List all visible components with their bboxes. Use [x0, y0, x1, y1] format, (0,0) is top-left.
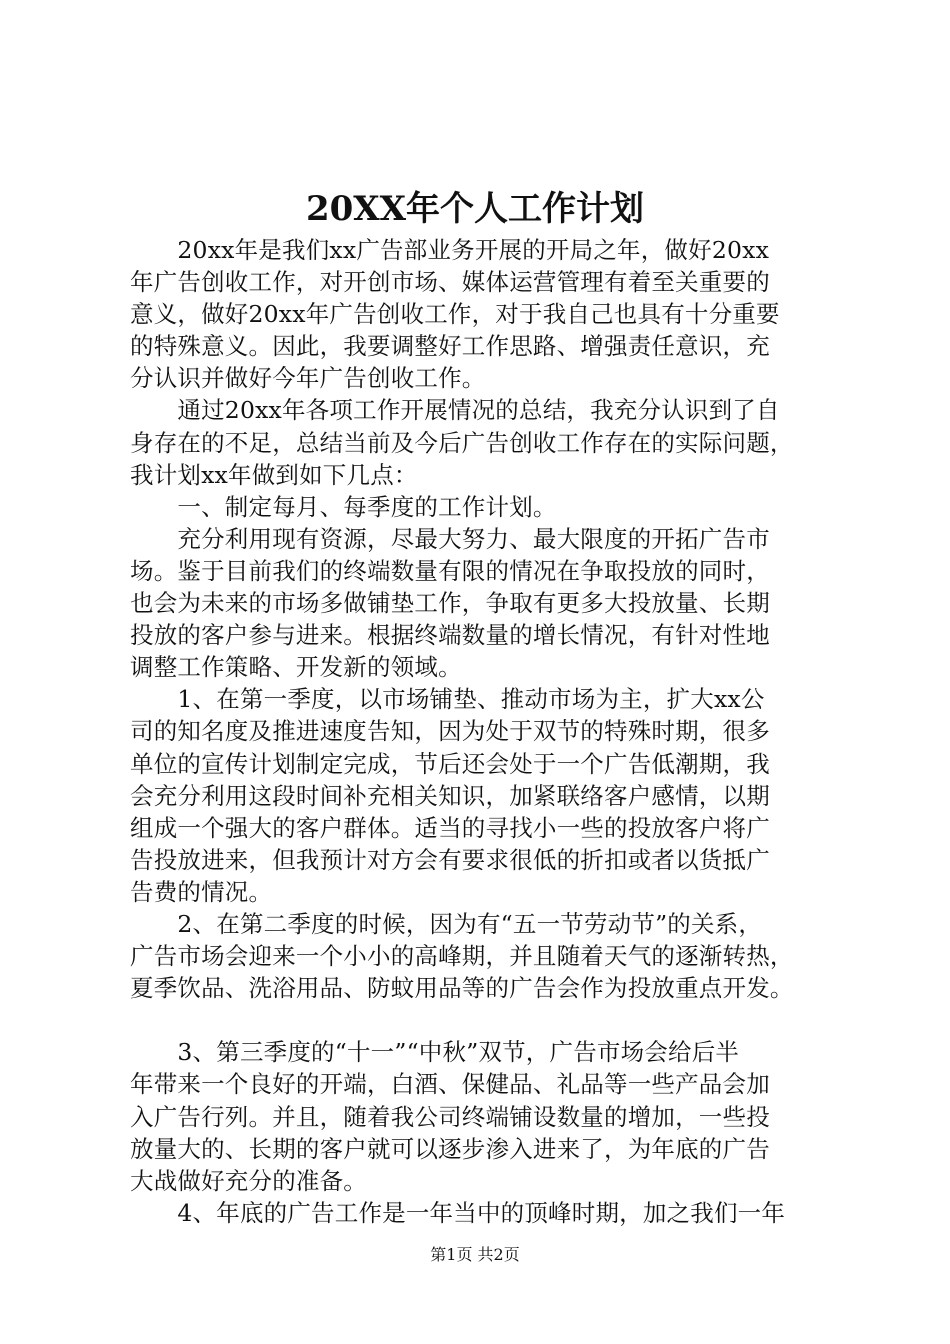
body-line: 的特殊意义。因此，我要调整好工作思路、增强责任意识，充 [130, 332, 770, 361]
body-line: 告投放进来，但我预计对方会有要求很低的折扣或者以货抵广 [130, 845, 770, 874]
body-line: 3、第三季度的“十一”“中秋”双节，广告市场会给后半 [130, 1038, 740, 1067]
body-line: 2、在第二季度的时候，因为有“五一节劳动节”的关系， [130, 909, 763, 938]
body-line: 1、在第一季度，以市场铺垫、推动市场为主，扩大xx公 [130, 685, 765, 714]
body-line: 场。鉴于目前我们的终端数量有限的情况在争取投放的同时， [130, 556, 770, 585]
body-line: 通过20xx年各项工作开展情况的总结，我充分认识到了自 [130, 396, 780, 425]
body-line: 身存在的不足，总结当前及今后广告创收工作存在的实际问题， [130, 428, 794, 457]
body-line: 放量大的、长期的客户就可以逐步渗入进来了，为年底的广告 [130, 1134, 770, 1163]
body-line: 投放的客户参与进来。根据终端数量的增长情况，有针对性地 [130, 621, 770, 650]
body-line: 广告市场会迎来一个小小的高峰期，并且随着天气的逐渐转热， [130, 942, 794, 971]
document-title: 20XX年个人工作计划 [305, 189, 645, 229]
body-line: 也会为未来的市场多做铺垫工作，争取有更多大投放量、长期 [130, 589, 770, 618]
body-line: 一、制定每月、每季度的工作计划。 [130, 492, 557, 521]
body-line: 司的知名度及推进速度告知，因为处于双节的特殊时期，很多 [130, 717, 770, 746]
document-body [130, 234, 850, 1229]
body-line: 告费的情况。 [130, 877, 273, 906]
body-line: 年广告创收工作，对开创市场、媒体运营管理有着至关重要的 [130, 268, 770, 297]
body-line: 充分利用现有资源，尽最大努力、最大限度的开拓广告市 [130, 524, 770, 553]
body-line: 4、年底的广告工作是一年当中的顶峰时期，加之我们一年 [130, 1198, 786, 1227]
body-line: 20xx年是我们xx广告部业务开展的开局之年，做好20xx [130, 236, 770, 264]
body-line: 调整工作策略、开发新的领域。 [130, 653, 462, 682]
body-line: 我计划xx年做到如下几点： [130, 460, 418, 489]
body-line: 单位的宣传计划制定完成，节后还会处于一个广告低潮期，我 [130, 749, 770, 778]
body-line: 入广告行列。并且，随着我公司终端铺设数量的增加，一些投 [130, 1102, 770, 1131]
body-line: 会充分利用这段时间补充相关知识，加紧联络客户感情，以期 [130, 781, 770, 810]
body-line: 夏季饮品、洗浴用品、防蚊用品等的广告会作为投放重点开发。 [130, 974, 794, 1003]
body-line: 意义，做好20xx年广告创收工作，对于我自己也具有十分重要 [130, 300, 780, 329]
body-line: 分认识并做好今年广告创收工作。 [130, 364, 486, 393]
body-line: 大战做好充分的准备。 [130, 1166, 367, 1195]
page-footer: 第1页 共2页 [430, 1245, 520, 1264]
body-line: 年带来一个良好的开端，白酒、保健品、礼品等一些产品会加 [130, 1070, 770, 1099]
body-line: 组成一个强大的客户群体。适当的寻找小一些的投放客户将广 [130, 813, 770, 842]
blank-line [130, 1004, 850, 1036]
